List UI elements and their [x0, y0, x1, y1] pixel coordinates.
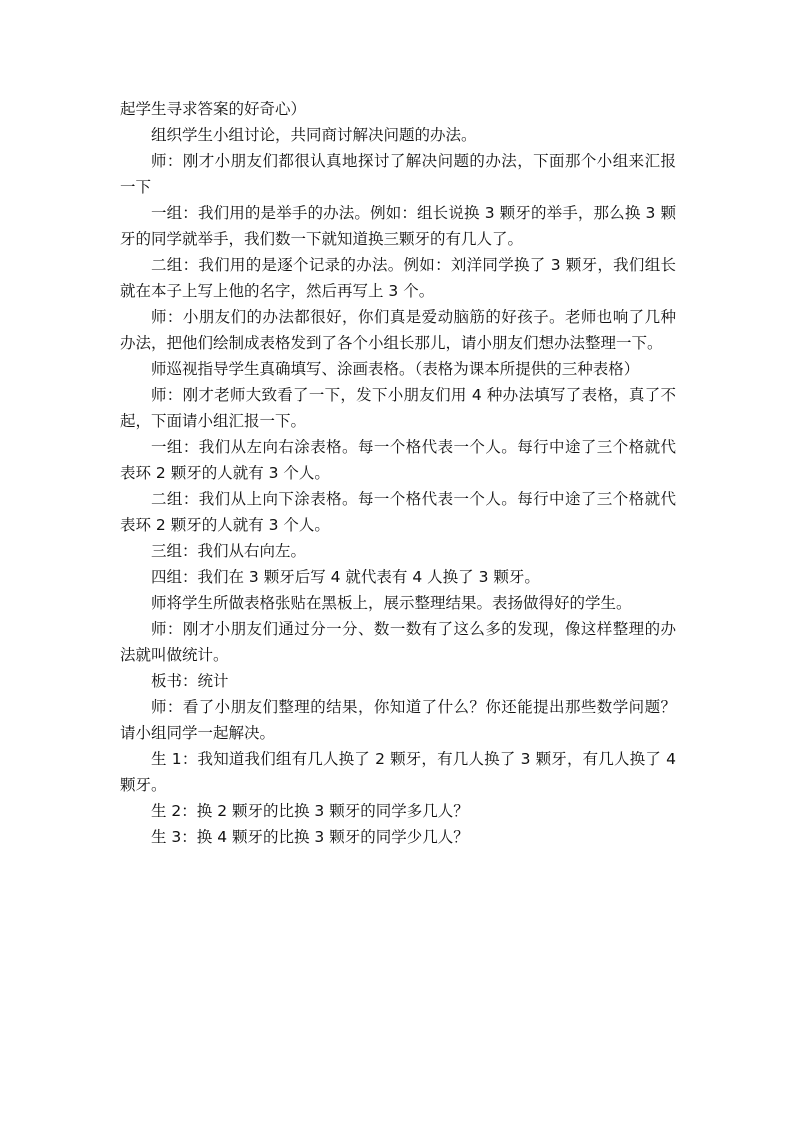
- paragraph: 三组：我们从右向左。: [151, 542, 307, 560]
- paragraph: 师：刚才小朋友们都很认真地探讨了解决问题的办法，下面那个小组来汇报一下: [120, 152, 676, 196]
- paragraph: 师：刚才老师大致看了一下，发下小朋友们用 4 种办法填写了表格，真了不起，下面请小组汇报一下。: [120, 386, 676, 430]
- paragraph: 板书：统计: [151, 672, 229, 690]
- paragraph: 生 2：换 2 颗牙的比换 3 颗牙的同学多几人？: [151, 802, 469, 820]
- paragraph: 二组：我们用的是逐个记录的办法。例如：刘洋同学换了 3 颗牙，我们组长就在本子上写上他的名字，然后再写上 3 个。: [120, 256, 676, 300]
- paragraph: 师：刚才小朋友们通过分一分、数一数有了这么多的发现，像这样整理的办法就叫做统计。: [120, 620, 676, 664]
- paragraph: 一组：我们从左向右涂表格。每一个格代表一个人。每行中途了三个格就代表环 2 颗牙的人就有 3 个人。: [120, 438, 676, 482]
- paragraph-continuation: 起学生寻求答案的好奇心）: [120, 100, 307, 118]
- paragraph: 师将学生所做表格张贴在黑板上，展示整理结果。表扬做得好的学生。: [151, 594, 632, 612]
- paragraph: 四组：我们在 3 颗牙后写 4 就代表有 4 人换了 3 颗牙。: [151, 568, 540, 586]
- paragraph: 组织学生小组讨论，共同商讨解决问题的办法。: [151, 126, 477, 144]
- document-body: [120, 96, 676, 850]
- paragraph: 二组：我们从上向下涂表格。每一个格代表一个人。每行中途了三个格就代表环 2 颗牙的人就有 3 个人。: [120, 490, 676, 534]
- paragraph: 师：小朋友们的办法都很好，你们真是爱动脑筋的好孩子。老师也响了几种办法，把他们绘制成表格发到了各个小组长那儿，请小朋友们想办法整理一下。: [120, 308, 676, 352]
- paragraph: 生 3：换 4 颗牙的比换 3 颗牙的同学少几人？: [151, 828, 469, 846]
- paragraph: 师巡视指导学生真确填写、涂画表格。（表格为课本所提供的三种表格）: [151, 360, 640, 378]
- paragraph: 生 1：我知道我们组有几人换了 2 颗牙，有几人换了 3 颗牙，有几人换了 4 颗牙。: [120, 750, 676, 794]
- paragraph: 师：看了小朋友们整理的结果，你知道了什么？你还能提出那些数学问题？请小组同学一起解决。: [120, 698, 676, 742]
- paragraph: 一组：我们用的是举手的办法。例如：组长说换 3 颗牙的举手，那么换 3 颗牙的同学就举手，我们数一下就知道换三颗牙的有几人了。: [120, 204, 676, 248]
